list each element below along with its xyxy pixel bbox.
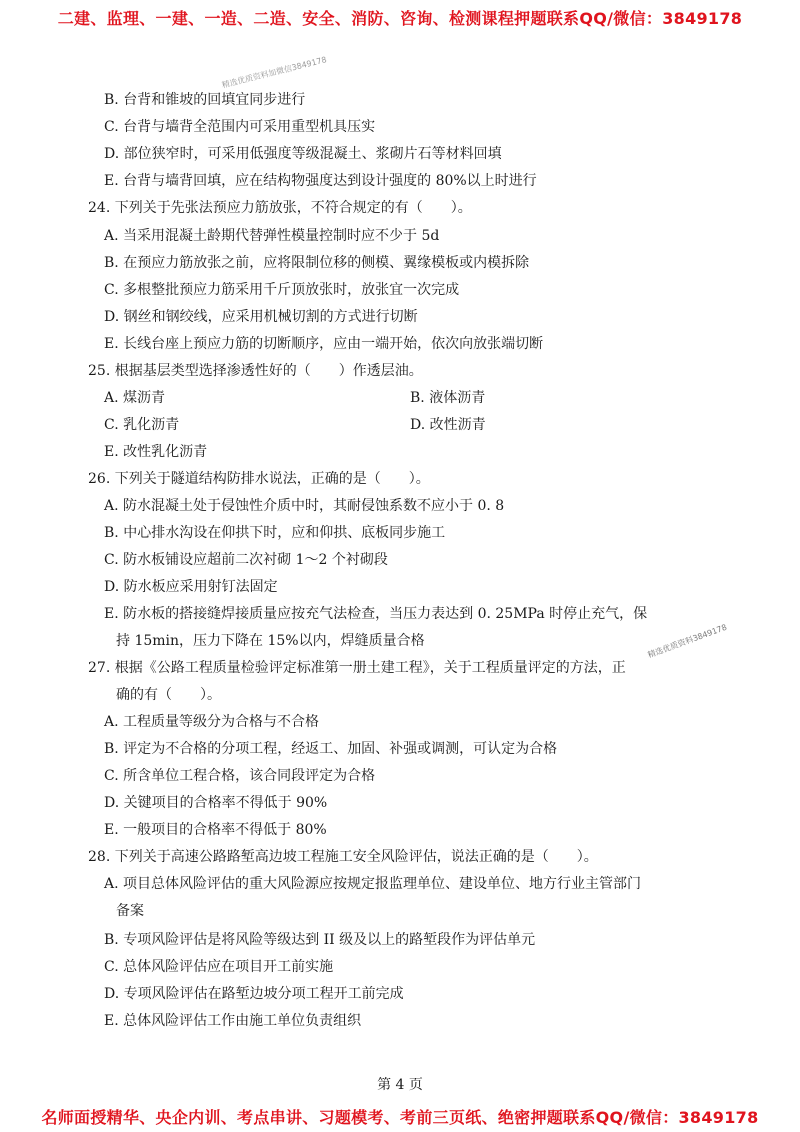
question-25-option-d: D. 改性沥青 [410,417,486,433]
question-26-option-d: D. 防水板应采用射钉法固定 [104,579,278,595]
question-28-option-e: E. 总体风险评估工作由施工单位负责组织 [104,1013,362,1029]
question-27-option-d: D. 关键项目的合格率不得低于 90% [104,795,328,811]
question-23-option-c: C. 台背与墙背全范围内可采用重型机具压实 [104,119,376,135]
question-24-option-d: D. 钢丝和钢绞线，应采用机械切割的方式进行切断 [104,309,418,325]
question-23-option-d: D. 部位狭窄时，可采用低强度等级混凝土、浆砌片石等材料回填 [104,146,502,162]
question-24-option-e: E. 长线台座上预应力筋的切断顺序，应由一端开始，依次向放张端切断 [104,336,544,352]
question-27-stem-continued: 确的有（ ）。 [116,687,221,703]
footer-banner: 名师面授精华、央企内训、考点串讲、习题模考、考前三页纸、绝密押题联系QQ/微信：3849178 [41,1108,759,1127]
question-24-option-a: A. 当采用混凝土龄期代替弹性模量控制时应不少于 5d [104,228,440,244]
question-28-option-a: A. 项目总体风险评估的重大风险源应按规定报监理单位、建设单位、地方行业主管部门 [104,876,642,892]
question-25-option-a: A. 煤沥青 [104,390,166,406]
header-banner: 二建、监理、一建、一造、二造、安全、消防、咨询、检测课程押题联系QQ/微信：3849178 [57,9,743,28]
question-28-option-d: D. 专项风险评估在路堑边坡分项工程开工前完成 [104,986,404,1002]
question-24-option-b: B. 在预应力筋放张之前，应将限制位移的侧模、翼缘模板或内模拆除 [104,255,530,271]
question-27-option-c: C. 所含单位工程合格，该合同段评定为合格 [104,768,376,784]
question-23-option-b: B. 台背和锥坡的回填宜同步进行 [104,92,306,108]
question-26-option-b: B. 中心排水沟设在仰拱下时，应和仰拱、底板同步施工 [104,525,446,541]
question-25-option-b: B. 液体沥青 [410,390,486,406]
question-28-option-b: B. 专项风险评估是将风险等级达到 II 级及以上的路堑段作为评估单元 [104,932,536,948]
question-25-stem: 25. 根据基层类型选择渗透性好的（ ）作透层油。 [88,363,423,379]
watermark: 精选优质资料加微信3849178 [220,55,328,90]
question-28-stem: 28. 下列关于高速公路路堑高边坡工程施工安全风险评估，说法正确的是（ ）。 [88,849,598,865]
question-28-option-a-continued: 备案 [116,903,144,919]
question-27-stem: 27. 根据《公路工程质量检验评定标准第一册土建工程》，关于工程质量评定的方法，正 [88,660,626,676]
question-26-option-a: A. 防水混凝土处于侵蚀性介质中时，其耐侵蚀系数不应小于 0. 8 [104,498,505,514]
question-26-option-e-continued: 持 15min，压力下降在 15%以内，焊缝质量合格 [116,633,425,649]
watermark: 精选优质资料3849178 [646,622,729,660]
question-24-option-c: C. 多根整批预应力筋采用千斤顶放张时，放张宜一次完成 [104,282,460,298]
question-25-option-e: E. 改性乳化沥青 [104,444,208,460]
question-28-option-c: C. 总体风险评估应在项目开工前实施 [104,959,334,975]
question-24-stem: 24. 下列关于先张法预应力筋放张，不符合规定的有（ ）。 [88,200,472,216]
question-25-option-c: C. 乳化沥青 [104,417,180,433]
question-26-option-c: C. 防水板铺设应超前二次衬砌 1～2 个衬砌段 [104,552,388,568]
question-27-option-b: B. 评定为不合格的分项工程，经返工、加固、补强或调测，可认定为合格 [104,741,558,757]
question-27-option-a: A. 工程质量等级分为合格与不合格 [104,714,320,730]
page-number: 第 4 页 [377,1077,423,1093]
question-23-option-e: E. 台背与墙背回填，应在结构物强度达到设计强度的 80%以上时进行 [104,173,537,189]
question-27-option-e: E. 一般项目的合格率不得低于 80% [104,822,327,838]
question-26-stem: 26. 下列关于隧道结构防排水说法，正确的是（ ）。 [88,471,430,487]
question-26-option-e: E. 防水板的搭接缝焊接质量应按充气法检查，当压力表达到 0. 25MPa 时停止充气，保 [104,606,648,622]
